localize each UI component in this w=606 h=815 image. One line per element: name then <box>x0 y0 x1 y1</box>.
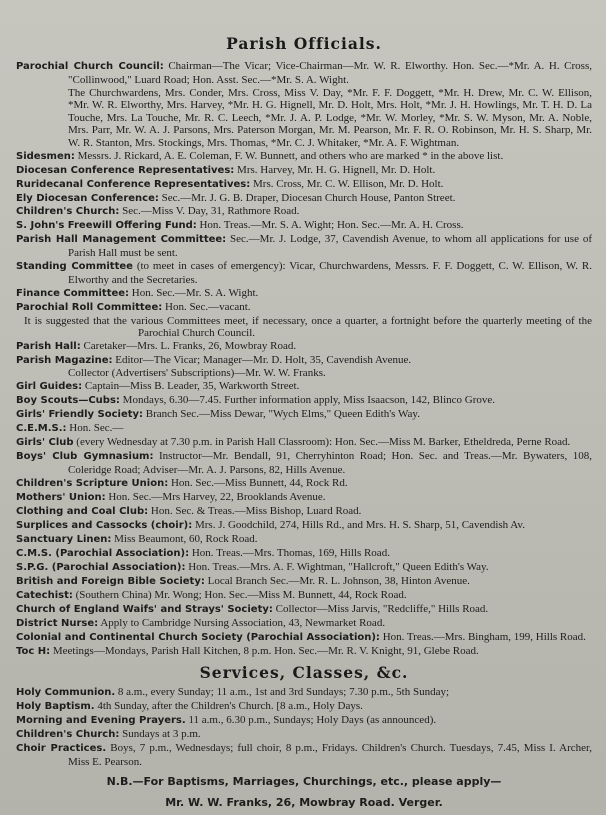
list-item <box>16 436 592 450</box>
nb-line-1: N.B.—For Baptisms, Marriages, Churchings, etc., please apply— <box>106 775 502 789</box>
entry-label: Colonial and Continental Church Society (Parochial Association): <box>16 631 380 643</box>
entry-text: Mondays, 6.30—7.45. Further information apply, Miss Isaacson, 142, Blinco Grove. <box>122 394 495 407</box>
entry-text: Sundays at 3 p.m. <box>122 728 201 741</box>
officials-list-2 <box>16 340 592 658</box>
entry-text: Hon. Treas.—Mrs. A. F. Wightman, "Hallcroft," Queen Edith's Way. <box>188 560 489 573</box>
list-item <box>16 519 592 533</box>
entry-text: Instructor—Mr. Bendall, 91, Cherryhinton Road; Hon. Sec. and Treas.—Mr. Bywaters, 108, Coleridge Road; Adviser—Mr. A. J. Parsons, 82, Hills Avenue. <box>68 450 593 476</box>
entry-label: Holy Communion. <box>16 687 116 699</box>
entry-text: Mrs. J. Goodchild, 274, Hills Rd., and Mrs. H. S. Sharp, 51, Cavendish Av. <box>194 518 525 531</box>
entry-text: Chairman—The Vicar; Vice-Chairman—Mr. W. R. Elworthy. Hon. Sec.—*Mr. A. H. Cross, "Collinwood," Luard Road; Hon. Asst. Sec.—*Mr. S. A. Wight. <box>68 60 592 86</box>
list-item <box>16 561 592 575</box>
list-item <box>16 728 592 742</box>
entry-text: Caretaker—Mrs. L. Franks, 26, Mowbray Road. <box>83 339 297 352</box>
entry-label: Children's Church: <box>16 729 120 741</box>
entry-text: Hon. Sec. & Treas.—Miss Bishop, Luard Road. <box>150 504 362 517</box>
entry-text: Messrs. J. Rickard, A. E. Coleman, F. W. Bunnett, and others who are marked * in the above list. <box>77 149 504 162</box>
entry-text: (Southern China) Mr. Wong; Hon. Sec.—Miss M. Bunnett, 44, Rock Road. <box>75 588 407 601</box>
entry-label: Finance Committee: <box>16 287 130 299</box>
entry-text: Local Branch Sec.—Mr. R. L. Johnson, 38, Hinton Avenue. <box>207 574 470 587</box>
list-item <box>16 164 592 178</box>
entry-label: Ruridecanal Conference Representatives: <box>16 178 251 190</box>
entry-text: Hon. Treas.—Mrs. Bingham, 199, Hills Road. <box>382 630 586 643</box>
entry-label: C.M.S. (Parochial Association): <box>16 547 190 559</box>
entry-label: C.E.M.S.: <box>16 423 67 435</box>
list-item <box>16 645 592 659</box>
entry-label: Sanctuary Linen: <box>16 533 112 545</box>
entry-text: Hon. Treas.—Mr. S. A. Wight; Hon. Sec.—Mr. A. H. Cross. <box>199 219 464 232</box>
entry-text: Hon. Sec.—Mrs Harvey, 22, Brooklands Avenue. <box>108 490 326 503</box>
list-item <box>16 219 592 233</box>
entry-text: Branch Sec.—Miss Dewar, "Wych Elms," Queen Edith's Way. <box>145 408 420 421</box>
entry-text: Hon. Sec.—Mr. S. A. Wight. <box>131 286 259 299</box>
entry-label: Toc H: <box>16 645 51 657</box>
entry-label: Mothers' Union: <box>16 491 106 503</box>
entry-text: Sec.—Mr. J. G. B. Draper, Diocesan Church House, Panton Street. <box>161 191 456 204</box>
entry-label: Catechist: <box>16 589 73 601</box>
services-list <box>16 686 592 768</box>
list-item <box>16 340 592 354</box>
list-item <box>16 603 592 617</box>
entry-text: Mrs. Harvey, Mr. H. G. Hignell, Mr. D. Holt. <box>237 163 436 176</box>
list-item <box>16 260 592 286</box>
entry-text: 8 a.m., every Sunday; 11 a.m., 1st and 3rd Sundays; 7.30 p.m., 5th Sunday; <box>117 686 450 699</box>
list-item <box>16 394 592 408</box>
entry-text: Hon. Sec.— <box>69 422 124 435</box>
entry-label: Boys' Club Gymnasium: <box>16 451 154 463</box>
entry-label: Parochial Church Council: <box>16 61 164 72</box>
entry-label: Children's Church: <box>16 206 120 218</box>
list-item <box>16 617 592 631</box>
list-item <box>16 354 592 380</box>
entry-label: Children's Scripture Union: <box>16 477 169 489</box>
list-item <box>16 301 592 315</box>
entry-text: Sec.—Mr. J. Lodge, 37, Cavendish Avenue, to whom all applications for use of Parish Hall must be sent. <box>68 233 592 260</box>
entry-text: Sec.—Miss V. Day, 31, Rathmore Road. <box>122 205 300 218</box>
entry-text: Apply to Cambridge Nursing Association, 43, Newmarket Road. <box>100 616 386 629</box>
list-item <box>16 589 592 603</box>
list-item <box>16 408 592 422</box>
list-item <box>16 505 592 519</box>
entry-text: Collector—Miss Jarvis, "Redcliffe," Hills Road. <box>275 602 489 615</box>
list-item <box>16 233 592 259</box>
entry-text: (every Wednesday at 7.30 p.m. in Parish Hall Classroom): Hon. Sec.—Miss M. Barker, Etheldreda, Perne Road. <box>76 436 571 449</box>
entry-label: Morning and Evening Prayers. <box>16 715 186 727</box>
list-item <box>16 533 592 547</box>
entry-text: 4th Sunday, after the Children's Church. [8 a.m., Holy Days. <box>97 700 363 713</box>
list-item <box>16 205 592 219</box>
entry-text-continued: Collector (Advertisers' Subscriptions)—Mr. W. W. Franks. <box>68 367 326 380</box>
list-item <box>16 547 592 561</box>
entry-label: Ely Diocesan Conference: <box>16 192 159 204</box>
list-item <box>16 491 592 505</box>
entry-label: Parish Hall: <box>16 340 81 352</box>
entry-label: Parish Hall Management Committee: <box>16 234 227 246</box>
entry-label: Clothing and Coal Club: <box>16 505 149 517</box>
entry-label: S.P.G. (Parochial Association): <box>16 561 186 573</box>
services-title: Services, Classes, &c. <box>199 663 409 683</box>
entry-label: Choir Practices. <box>16 743 107 755</box>
list-item <box>16 150 592 164</box>
entry-label: Sidesmen: <box>16 150 75 162</box>
entry-text: Meetings—Mondays, Parish Hall Kitchen, 8 p.m. Hon. Sec.—Mr. R. V. Knight, 91, Glebe Road. <box>52 644 479 657</box>
entry-text: Mrs. Cross, Mr. C. W. Ellison, Mr. D. Holt. <box>253 177 444 190</box>
entry-text: Hon. Sec.—vacant. <box>165 300 251 313</box>
list-item <box>16 287 592 301</box>
entry-text: Captain—Miss B. Leader, 35, Warkworth Street. <box>84 380 300 393</box>
council-entry <box>16 60 592 86</box>
entry-text: Editor—The Vicar; Manager—Mr. D. Holt, 35, Cavendish Avenue. <box>115 353 412 366</box>
entry-label: Parochial Roll Committee: <box>16 301 163 313</box>
entry-label: Diocesan Conference Representatives: <box>16 164 235 176</box>
entry-label: Girl Guides: <box>16 381 83 393</box>
entry-text: Boys, 7 p.m., Wednesdays; full choir, 8 p.m., Fridays. Children's Church. Tuesdays, 7.45, Miss I. Archer, Miss E. Pearson. <box>68 742 592 768</box>
entry-label: S. John's Freewill Offering Fund: <box>16 220 197 232</box>
list-item <box>16 631 592 645</box>
list-item <box>16 686 592 700</box>
council-members: The Churchwardens, Mrs. Conder, Mrs. Cross, Miss V. Day, *Mr. F. F. Doggett, *Mr. H. Drew, Mr. C. W. Ellison, *Mr. W. R. Elworthy, Mrs. Harvey, *Mr. H. G. Hignell, Mr. D. Holt, Mrs. Holt, *Mr. J. H. Howlings, Mr. T. H. D. La Touche, Mrs. La Touche, Mr. R. C. Leech, *Mr. J. A. P. Lodge, *Mr. W. Morley, *Mr. S. W. Myson, Mr. A. Noble, Mrs. Parr, Mr. W. A. J. Parsons, Mrs. Paterson Morgan, Mr. M. Pearson, Mr. F. R. O. Robinson, Mr. H. S. Sharp, Mr. W. R. Stanton, Mrs. Stockings, Mrs. Thomas, *Mr. C. J. Whitaker, *Mr. A. F. Wightman. <box>68 86 592 149</box>
entry-label: Girls' Friendly Society: <box>16 409 144 421</box>
suggestion-note: It is suggested that the various Committees meet, if necessary, once a quarter, a fortnight before the quarterly meeting of the Parochial Church Council. <box>24 314 592 340</box>
list-item <box>16 700 592 714</box>
list-item <box>16 477 592 491</box>
entry-text: (to meet in cases of emergency): Vicar, Churchwardens, Messrs. F. F. Doggett, C. W. Ellison, W. R. Elworthy and the Secretaries. <box>68 260 592 286</box>
entry-text: Miss Beaumont, 60, Rock Road. <box>114 532 258 545</box>
list-item <box>16 575 592 589</box>
list-item <box>16 450 592 476</box>
list-item <box>16 192 592 206</box>
entry-label: Parish Magazine: <box>16 354 113 366</box>
entry-text: Hon. Sec.—Miss Bunnett, 44, Rock Rd. <box>170 476 348 489</box>
entry-label: Girls' Club <box>16 437 74 449</box>
page-title: Parish Officials. <box>226 34 382 53</box>
entry-label: Standing Committee <box>16 261 133 273</box>
list-item <box>16 178 592 192</box>
entry-label: Church of England Waifs' and Strays' Society: <box>16 603 273 615</box>
list-item <box>16 714 592 728</box>
entry-label: Boy Scouts—Cubs: <box>16 395 120 407</box>
list-item <box>16 380 592 394</box>
entry-label: British and Foreign Bible Society: <box>16 575 205 587</box>
entry-label: Holy Baptism. <box>16 701 95 713</box>
list-item <box>16 422 592 436</box>
entry-text: Hon. Treas.—Mrs. Thomas, 169, Hills Road. <box>191 546 390 559</box>
entry-text: 11 a.m., 6.30 p.m., Sundays; Holy Days (as announced). <box>188 714 437 727</box>
entry-label: District Nurse: <box>16 617 99 629</box>
list-item <box>16 742 592 768</box>
entry-label: Surplices and Cassocks (choir): <box>16 519 193 531</box>
nb-line-2: Mr. W. W. Franks, 26, Mowbray Road. Verger. <box>165 796 443 810</box>
officials-list <box>16 150 592 315</box>
